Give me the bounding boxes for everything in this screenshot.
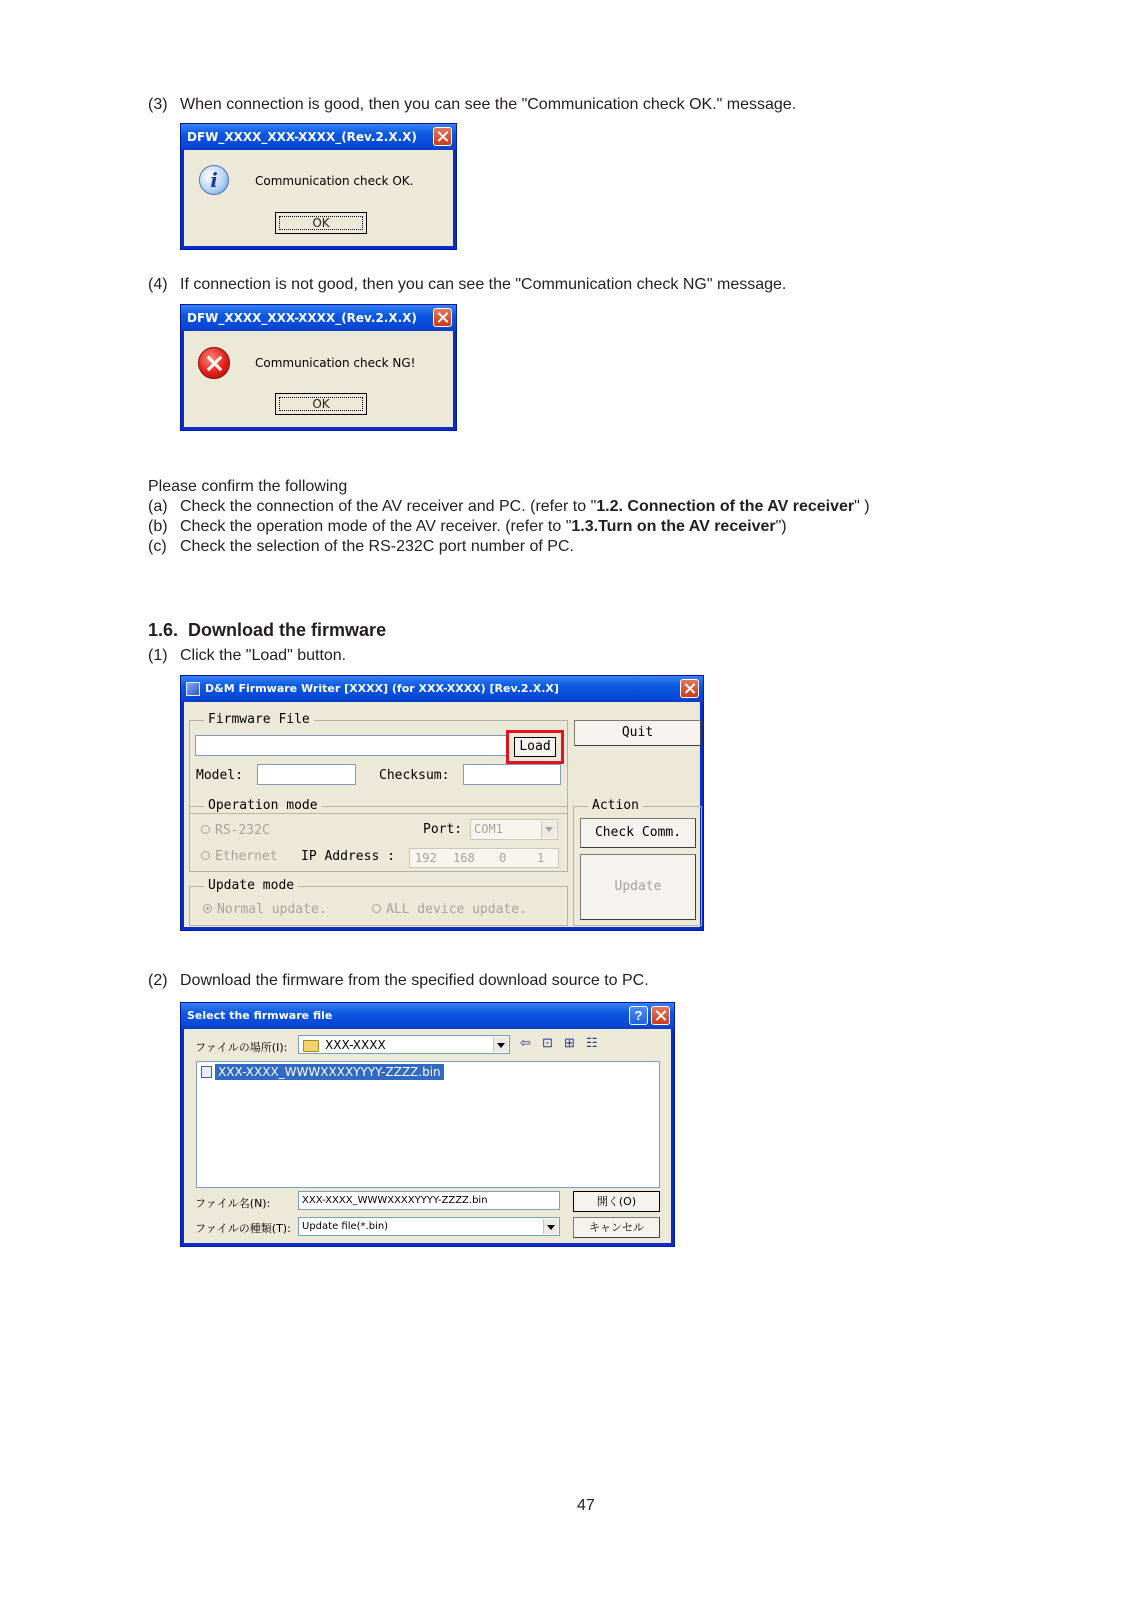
ip-address-field[interactable] bbox=[409, 848, 559, 868]
confirm-intro: Please confirm the following bbox=[148, 478, 348, 495]
port-label: Port: bbox=[423, 822, 463, 837]
rs232c-radio[interactable] bbox=[201, 823, 270, 838]
item-c-number: (c) bbox=[148, 538, 167, 555]
selected-file-item[interactable]: XXX-XXXX_WWWXXXXYYYY-ZZZZ.bin bbox=[215, 1064, 444, 1080]
radio-selected-icon bbox=[203, 904, 212, 913]
open-button[interactable]: 開く(O) bbox=[573, 1191, 660, 1212]
error-icon bbox=[198, 347, 230, 379]
item-b-text: Check the operation mode of the AV receiver. (refer to " bbox=[180, 518, 572, 535]
model-field bbox=[257, 764, 356, 785]
item-b-suffix: ") bbox=[775, 518, 787, 535]
close-icon[interactable] bbox=[680, 679, 699, 698]
ip-octet-2: 168 bbox=[453, 851, 475, 865]
filetype-select[interactable] bbox=[298, 1217, 560, 1236]
ip-address-label: IP Address : bbox=[301, 849, 395, 864]
operation-mode-label: Operation mode bbox=[204, 798, 322, 813]
back-icon[interactable]: ⇦ bbox=[520, 1035, 531, 1050]
rs232c-label: RS-232C bbox=[215, 823, 270, 838]
download-step-2-text: Download the firmware from the specified download source to PC. bbox=[180, 972, 649, 989]
firmware-file-label: Firmware File bbox=[204, 712, 314, 727]
select-firmware-file-dialog bbox=[180, 1002, 675, 1247]
folder-icon bbox=[303, 1040, 319, 1052]
close-icon[interactable] bbox=[651, 1006, 670, 1025]
file-dialog-body bbox=[184, 1029, 671, 1243]
ok-button[interactable] bbox=[275, 212, 367, 234]
normal-update-label: Normal update. bbox=[217, 902, 327, 917]
section-title: Download the firmware bbox=[188, 620, 387, 640]
ip-octet-3: 0 bbox=[499, 851, 507, 865]
port-value: COM1 bbox=[474, 822, 503, 836]
help-icon[interactable]: ? bbox=[629, 1006, 648, 1025]
download-step-2-number: (2) bbox=[148, 972, 168, 989]
checksum-field bbox=[463, 764, 561, 785]
ok-button-label: OK bbox=[279, 216, 363, 230]
filename-label: ファイル名(N): bbox=[195, 1197, 271, 1210]
item-a-text: Check the connection of the AV receiver and PC. (refer to " bbox=[180, 498, 597, 515]
file-dialog-title: Select the firmware file bbox=[181, 1003, 674, 1029]
checksum-label: Checksum: bbox=[379, 768, 450, 783]
download-step-1-number: (1) bbox=[148, 647, 168, 664]
page-number: 47 bbox=[577, 1497, 595, 1514]
firmware-file-path-field[interactable] bbox=[195, 735, 508, 756]
step-3-text: When connection is good, then you can see the "Communication check OK." message. bbox=[180, 96, 797, 113]
close-icon[interactable] bbox=[433, 127, 452, 146]
bin-file-icon bbox=[201, 1066, 212, 1078]
filename-value: XXX-XXXX_WWWXXXXYYYY-ZZZZ.bin bbox=[302, 1195, 488, 1206]
check-comm-button[interactable]: Check Comm. bbox=[580, 818, 696, 848]
dialog-ng-title: DFW_XXXX_XXX-XXXX_(Rev.2.X.X) bbox=[181, 305, 456, 331]
radio-icon bbox=[372, 904, 381, 913]
filename-input[interactable] bbox=[298, 1191, 560, 1210]
item-c-text: Check the selection of the RS-232C port number of PC. bbox=[180, 538, 574, 555]
update-button[interactable]: Update bbox=[580, 854, 696, 920]
filetype-value: Update file(*.bin) bbox=[302, 1221, 389, 1232]
quit-button[interactable]: Quit bbox=[574, 720, 701, 746]
cancel-button[interactable]: キャンセル bbox=[573, 1217, 660, 1238]
ip-octet-1: 192 bbox=[415, 851, 437, 865]
writer-title: D&M Firmware Writer [XXXX] (for XXX-XXXX) [Rev.2.X.X] bbox=[181, 676, 703, 702]
communication-ng-dialog bbox=[180, 304, 457, 431]
writer-body bbox=[184, 702, 700, 927]
view-menu-icon[interactable]: ☷ bbox=[586, 1035, 598, 1050]
info-icon: i bbox=[199, 165, 229, 195]
close-icon[interactable] bbox=[433, 308, 452, 327]
firmware-writer-window bbox=[180, 675, 704, 931]
download-step-1-text: Click the "Load" button. bbox=[180, 647, 347, 664]
all-device-update-radio[interactable] bbox=[372, 902, 527, 917]
item-a-number: (a) bbox=[148, 498, 168, 515]
chevron-down-icon bbox=[541, 821, 556, 838]
radio-icon bbox=[201, 825, 210, 834]
item-b-number: (b) bbox=[148, 518, 168, 535]
step-4-text: If connection is not good, then you can see the "Communication check NG" message. bbox=[180, 276, 787, 293]
port-select[interactable] bbox=[470, 819, 558, 840]
app-icon bbox=[186, 682, 200, 696]
all-device-update-label: ALL device update. bbox=[386, 902, 527, 917]
filetype-label: ファイルの種類(T): bbox=[195, 1222, 291, 1235]
dialog-ok-title: DFW_XXXX_XXX-XXXX_(Rev.2.X.X) bbox=[181, 124, 456, 150]
ethernet-radio[interactable] bbox=[201, 849, 278, 864]
item-a-suffix: " ) bbox=[854, 498, 870, 515]
section-number: 1.6. bbox=[148, 620, 179, 640]
ok-button-label: OK bbox=[279, 397, 363, 411]
load-button[interactable]: Load bbox=[514, 737, 556, 757]
ethernet-label: Ethernet bbox=[215, 849, 278, 864]
lookin-value: XXX-XXXX bbox=[325, 1038, 386, 1052]
ip-octet-4: 1 bbox=[537, 851, 545, 865]
chevron-down-icon bbox=[543, 1219, 558, 1234]
chevron-down-icon bbox=[493, 1037, 508, 1052]
new-folder-icon[interactable]: ⊞ bbox=[564, 1035, 575, 1050]
item-b-reference: 1.3.Turn on the AV receiver bbox=[571, 518, 776, 535]
file-list[interactable] bbox=[196, 1061, 660, 1188]
action-label: Action bbox=[588, 798, 643, 813]
communication-ok-dialog bbox=[180, 123, 457, 250]
up-folder-icon[interactable]: ⊡ bbox=[542, 1035, 553, 1050]
dialog-ok-body bbox=[184, 150, 453, 246]
model-label: Model: bbox=[196, 768, 243, 783]
radio-icon bbox=[201, 851, 210, 860]
step-3-number: (3) bbox=[148, 96, 168, 113]
step-4-number: (4) bbox=[148, 276, 168, 293]
lookin-select[interactable] bbox=[298, 1035, 510, 1054]
dialog-ng-body bbox=[184, 331, 453, 427]
dialog-ng-message: Communication check NG! bbox=[255, 356, 416, 370]
dialog-ok-message: Communication check OK. bbox=[255, 174, 414, 188]
normal-update-radio[interactable] bbox=[203, 902, 327, 917]
section-heading bbox=[148, 620, 386, 641]
ok-button[interactable] bbox=[275, 393, 367, 415]
lookin-label: ファイルの場所(I): bbox=[195, 1041, 288, 1054]
item-a-reference: 1.2. Connection of the AV receiver bbox=[596, 498, 855, 515]
update-mode-label: Update mode bbox=[204, 878, 298, 893]
